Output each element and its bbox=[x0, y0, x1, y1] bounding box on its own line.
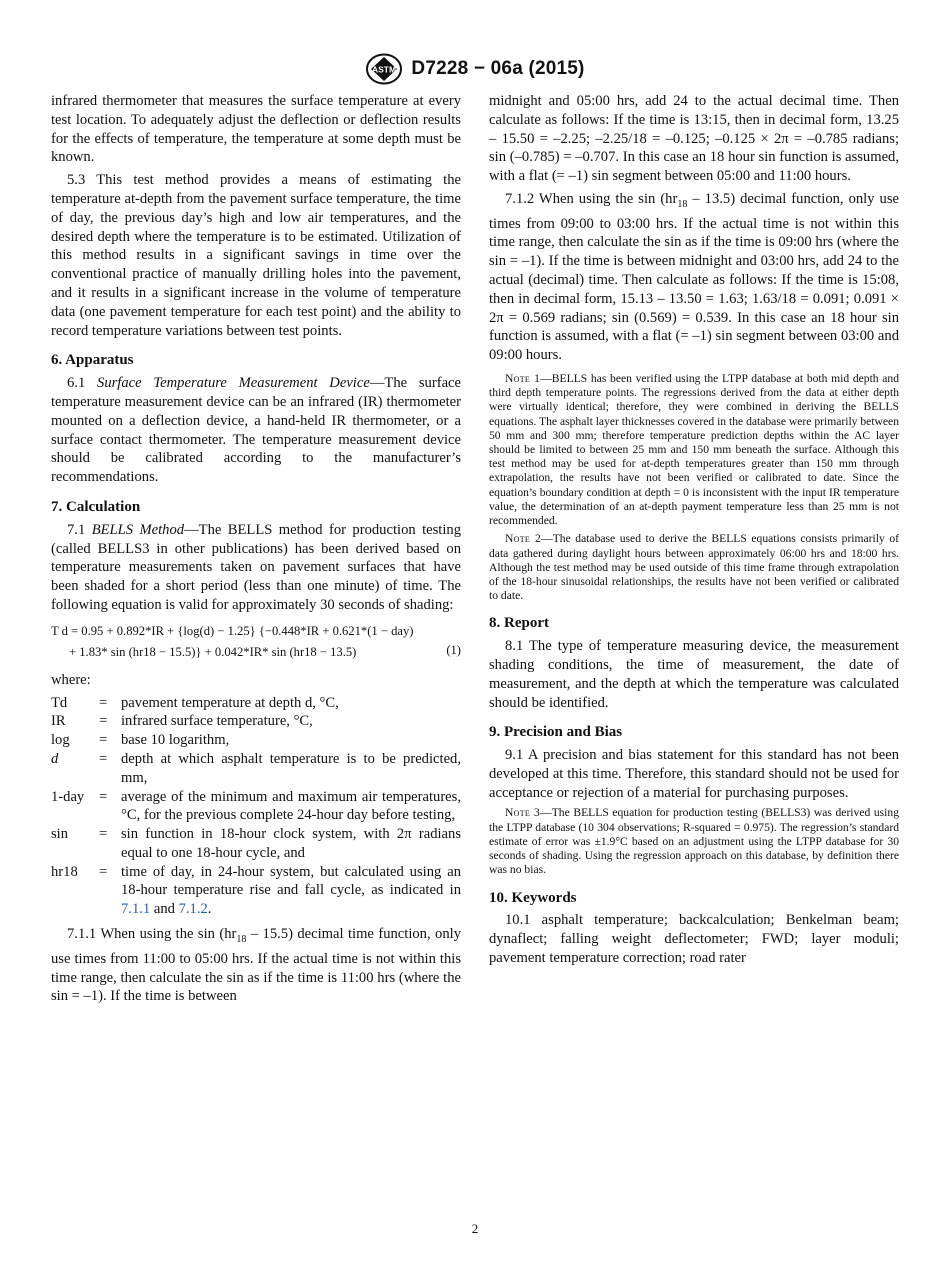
definition-symbol: d bbox=[51, 750, 59, 767]
equation-line-2: + 1.83* sin (hr18 − 15.5)} + 0.042*IR* sin (hr18 − 13.5) bbox=[69, 644, 357, 659]
definition-row bbox=[51, 750, 461, 788]
paragraph-8-1: 8.1 The type of temperature measuring device, the measurement shading conditions, the time of measurement, the date of measurement, and the depth at which the temperature was calculated should be identified. bbox=[489, 638, 899, 711]
section-link-7-1-2[interactable]: 7.1.2 bbox=[178, 901, 208, 918]
definition-text: depth at which asphalt temperature is to be predicted, mm, bbox=[121, 750, 461, 786]
definition-text: average of the minimum and maximum air temperatures, °C, for the previous complete 24-hour day before testing, bbox=[121, 788, 461, 824]
note-3: Note 3—The BELLS equation for production testing (BELLS3) was derived using the LTPP database (10 304 observations; R-squared = 0.975). The regression’s standard estimate of error was ±1.9°C based on an adjustment using the LTPP database for 30 seconds of shading. Using the regression approach on this database, by definition there was no bias. bbox=[489, 806, 899, 877]
page-header bbox=[0, 52, 950, 86]
section-heading-report: 8. Report bbox=[489, 615, 549, 632]
definition-row bbox=[51, 825, 461, 863]
paragraph-7-1: 7.1 BELLS Method—The BELLS method for production testing (called BELLS3 in other publications) has been derived based on temperature measurements taken on pavement surfaces that have been shaded for a short period (less than one minute) of time. The following equation is valid for approximately 30 seconds of shading: bbox=[51, 521, 461, 613]
where-label: where: bbox=[51, 671, 91, 688]
equation-line-1: T d = 0.95 + 0.892*IR + {log(d) − 1.25} {−0.448*IR + 0.621*(1 − day) bbox=[51, 623, 414, 638]
definition-symbol: log bbox=[51, 732, 70, 749]
continued-paragraph: infrared thermometer that measures the surface temperature at every test location. To adequately adjust the deflection or deflection results for the effects of temperature, the temperature at some depth must be known. bbox=[51, 93, 461, 166]
astm-logo-icon bbox=[365, 53, 403, 85]
document-id: D7228 − 06a (2015) bbox=[411, 58, 585, 79]
paragraph-10-1: 10.1 asphalt temperature; backcalculation; Benkelman beam; dynaflect; falling weight deflectometer; FWD; layer moduli; pavement temperature correction; road rater bbox=[489, 912, 899, 966]
section-heading-keywords: 10. Keywords bbox=[489, 889, 577, 906]
definition-text: time of day, in 24-hour system, but calculated using an 18-hour temperature rise and fall cycle, as indicated in 7.1.1 and 7.1.2. bbox=[121, 863, 461, 918]
definition-text: infrared surface temperature, °C, bbox=[121, 713, 313, 730]
paragraph-7-1-1: 7.1.1 When using the $\sin (hr_{18} - 15.5)$ decimal time function, only use times from 11:00 to 05:00 hrs. If the actual time is not within this time range, then calculate the sin as if the time is 11:00 hrs (where the sin = –1). If the time is between bbox=[51, 926, 461, 1005]
equation-1 bbox=[51, 621, 461, 663]
definition-row bbox=[51, 863, 461, 919]
paragraph-5-3: 5.3 This test method provides a means of estimating the temperature at-depth from the pavement surface temperature, the time of day, the previous day’s high and low air temperatures, and the desired depth where the temperature is to be estimated. Utilization of this method results in a significant savings in time over the conventional practice of manually drilling holes into the pavement, and it results in a significant increase in the volume of temperature data (one pavement temperature for each test point) and the ability to record temperature variations between test points. bbox=[51, 172, 461, 339]
definition-row bbox=[51, 731, 461, 750]
definition-row bbox=[51, 788, 461, 826]
continued-paragraph: midnight and 05:00 hrs, add 24 to the actual decimal time. Then calculate as follows: If the time is 13:15, then in decimal form, 13.25 – 15.50 = –2.25; –2.25/18 = –0.125; –0.125 × 2π = –0.785 radians; sin (–0.785) = –0.707. In this case an 18 hour sin function is assumed, with a flat (= –1) sin segment between 05:00 and 11:00 hours. bbox=[489, 93, 899, 185]
definition-row bbox=[51, 694, 461, 713]
section-heading-calculation: 7. Calculation bbox=[51, 498, 141, 515]
section-heading-apparatus: 6. Apparatus bbox=[51, 352, 134, 369]
definition-equals: = bbox=[99, 788, 108, 805]
equation-number: (1) bbox=[446, 642, 461, 657]
definition-equals: = bbox=[99, 863, 108, 880]
definition-text: sin function in 18-hour clock system, with 2π radians equal to one 18-hour cycle, and bbox=[121, 826, 461, 861]
definition-equals: = bbox=[99, 713, 108, 730]
definition-text: base 10 logarithm, bbox=[121, 732, 230, 749]
paragraph-6-1: 6.1 Surface Temperature Measurement Device—The surface temperature measurement device can be an infrared (IR) thermometer mounted on a deflection device, a hand-held IR thermometer, or a surface contact thermometer. The temperature measurement device should be calibrated according to the manufacturer’s recommendations. bbox=[51, 375, 462, 486]
definition-symbol: sin bbox=[51, 826, 69, 843]
definition-symbol: Td bbox=[51, 694, 68, 711]
section-link-7-1-1[interactable]: 7.1.1 bbox=[121, 901, 151, 918]
paragraph-7-1-2: 7.1.2 When using the $\sin (hr_{18} - 13.5)$ decimal function, only use times from 09:00 to 03:00 hrs. If the actual time is not within this time range, then calculate the sin as if the time is 09:00 hrs (where the sin = –1). If the time is between midnight and 03:00 hrs, add 24 to the actual (decimal) time. Then calculate as follows: If the time is 15:08, then in decimal form, 15.13 – 13.50 = 1.63; 1.63/18 = 0.091; 0.091 × 2π = 0.569 radians; sin (0.569) = 0.539. In this case an 18 hour sin function is assumed, with a flat (= –1) sin segment between 03:00 and 09:00 hours. bbox=[489, 190, 899, 364]
right-column bbox=[489, 92, 899, 972]
definition-symbol: IR bbox=[51, 713, 66, 730]
variable-definitions bbox=[51, 694, 461, 920]
definition-equals: = bbox=[99, 732, 108, 749]
definition-equals: = bbox=[99, 826, 108, 843]
definition-equals: = bbox=[99, 694, 108, 711]
svg-text:ASTM: ASTM bbox=[372, 64, 397, 75]
note-1: Note 1—BELLS has been verified using the LTPP database at both mid depth and third depth temperature points. The regressions derived from the data at either depth were virtually identical; therefore, they were combined in deriving the BELLS equations. The asphalt layer thicknesses covered in the database were primarily between 50 mm and 300 mm; therefore temperature prediction depths within the AC layer should be limited to between 25 mm and 150 mm beneath the surface. Although this test method may be used for at-depth temperatures greater than 150 mm through extrapolation, the results have not been verified or calibrated to date. Since the equation’s boundary condition at depth = 0 is inconsistent with the input IR temperature value, the determination of an at-depth payment temperature less than 25 mm is not recommended. bbox=[489, 372, 899, 528]
left-column bbox=[51, 92, 461, 1010]
page-number: 2 bbox=[471, 1221, 479, 1236]
definition-row bbox=[51, 712, 461, 731]
definition-symbol: 1-day bbox=[51, 788, 85, 805]
definition-equals: = bbox=[99, 750, 108, 767]
definition-symbol: hr18 bbox=[51, 863, 78, 880]
definition-text: pavement temperature at depth d, °C, bbox=[121, 694, 339, 711]
note-2: Note 2—The database used to derive the BELLS equations consists primarily of data gathered during daylight hours between approximately 06:00 hrs and 18:00 hrs. Although the test method may be used outside of this time frame through extrapolation of the 18-hour sinusoidal relationships, the results have not been verified or calibrated to date. bbox=[489, 532, 900, 603]
paragraph-9-1: 9.1 A precision and bias statement for this standard has not been developed at this time. Therefore, this standard should not be used for acceptance or rejection of a material for purchasing purposes. bbox=[489, 747, 899, 801]
section-heading-precision-bias: 9. Precision and Bias bbox=[489, 724, 623, 741]
